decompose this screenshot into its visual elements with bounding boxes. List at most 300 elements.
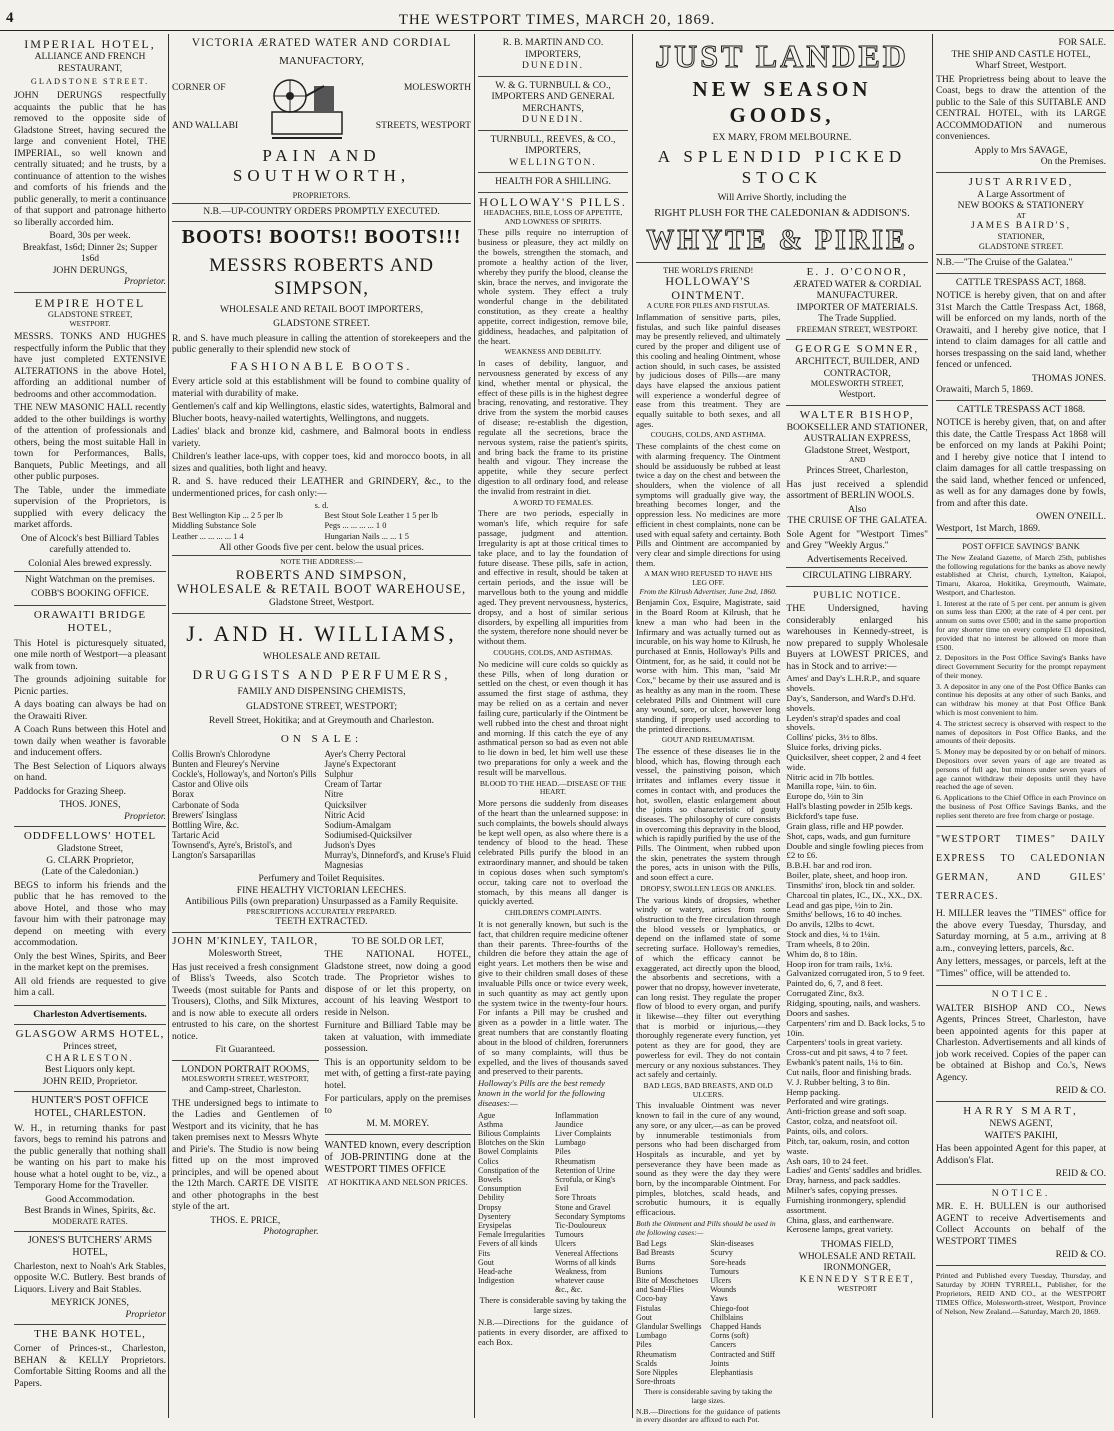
ad-prices: AT HOKITIKA AND NELSON PRICES. <box>327 1177 468 1187</box>
ad-body: This is an opportunity seldom to be met with, of getting a first-rate paying hotel. <box>324 1056 471 1091</box>
ad-address: WHOLESALE & RETAIL BOOT WAREHOUSE, <box>176 582 467 597</box>
ad-body: Paddocks for Grazing Sheep. <box>14 785 126 797</box>
case-item: Wounds <box>710 1285 737 1295</box>
ad-masonic: THE NEW MASONIC HALL recently added to the other buildings is worthy of the attention of professionals and others, being the most suitable Hall in town for Performances, Balls, Banquets, Public Meetings, and all other public purposes. <box>14 402 166 483</box>
disease-item: Weakness, from whatever cause <box>555 1266 607 1286</box>
ad-apply: Apply to Mrs SAVAGE, <box>974 144 1068 156</box>
sale-item: Sodium-Amalgam <box>324 819 391 830</box>
martin-importers-ad <box>478 34 628 77</box>
case-item: Elephantiasis <box>710 1367 753 1377</box>
ad-town: DUNEDIN. <box>521 114 585 125</box>
ad-subtitle: HEADACHES, BILE, LOSS OF APPETITE, AND LOWNESS OF SPIRITS. <box>483 208 623 226</box>
ad-others: All other Goods five per cent. below the usual prices. <box>219 541 424 553</box>
ad-body: JOHN DERUNGS respectfully acquaints the public that he has removed to the opposite side of Gladstone Street, having secured the large and convenient Hotel, THE IMPERIAL, so well known and centrally situated; and he trusts, by a continuance of attention to the wishes and comforts of his friends and the public generally, to merit a continuance of that support and patronage hitherto so liberally accorded him. <box>14 90 166 228</box>
stock-item: Pitch, tar, oakum, rosin, and cotton waste. <box>786 1135 910 1156</box>
ad-saving: There is considerable saving by taking the large sizes. <box>479 1295 627 1316</box>
ad-role: Proprietor. <box>123 810 166 822</box>
stock-item: Europe do, ½in to 3in <box>786 791 864 802</box>
ad-trade: WHOLESALE AND RETAIL IRONMONGER, <box>798 1250 916 1274</box>
williams-druggists-ad <box>172 614 471 933</box>
ad-prescriptions: PRESCRIPTIONS ACCURATELY PREPARED. <box>246 906 397 916</box>
stock-item: Furnishing ironmongery, splendid assortment. <box>786 1194 906 1215</box>
ad-body: Ladies' black and bronze kid, cashmere, and Balmoral boots in endless variety. <box>172 426 471 449</box>
ad-role: Proprietor. <box>123 276 166 288</box>
ad-title: TURNBULL, REEVES, & CO., <box>490 133 616 145</box>
ad-plush: RIGHT PLUSH FOR THE CALEDONIAN & ADDISON'S. <box>654 207 910 219</box>
job-printing-ad <box>325 1135 472 1192</box>
ad-role: PROPRIETORS. <box>292 190 351 200</box>
ad-street: GLADSTONE STREET. <box>978 241 1064 251</box>
disease-item: Inflammation <box>555 1110 599 1120</box>
stock-item: Kerosene lamps, great variety. <box>786 1224 894 1235</box>
case-item: Bite of Moschetoes and Sand-Flies <box>636 1276 699 1295</box>
roberts-simpson-boots-ad <box>172 222 471 614</box>
ad-subtitle: ÆRATED WATER & CORDIAL MANUFACTURER. <box>792 278 922 302</box>
ad-body: This invaluable Ointment was never known to fail in the cure of any wound, any sore, or any ulcer,—as can be proved by innumerable testimonials from persons who had been discharged from Hospitals as incurable, and yet by perseverance they have been made as sound as they were the day they were born, by the incomparable Ointment. For pimples, blotches, scald heads, and scrobutic humours, it is equally efficacious. <box>636 1100 781 1218</box>
ad-late: (Late of the Caledonian.) <box>41 866 139 878</box>
ad-title: BOOTS! BOOTS!! BOOTS!!! <box>181 226 462 249</box>
ad-subtitle: IMPORTERS AND GENERAL MERCHANTS, <box>491 91 615 114</box>
disease-item: &c., &c. <box>555 1285 583 1295</box>
ad-nb: N.B.—Directions for the guidance of patients in every disorder are affixed to each Pot. <box>636 1406 781 1425</box>
disease-item: Scrofula, or King's Evil <box>555 1175 616 1194</box>
ad-title: ORAWAITI BRIDGE HOTEL, <box>33 609 147 635</box>
ad-title: VICTORIA ÆRATED WATER AND CORDIAL <box>191 37 452 49</box>
stock-item: Galvanized corrugated iron, 5 to 9 feet. <box>786 968 925 979</box>
ad-firm: MESSRS ROBERTS AND SIMPSON, <box>209 255 434 300</box>
disease-item: Secondary Symptoms <box>555 1211 625 1221</box>
ad-body: NOTICE is hereby given, that on and after 31st March the Cattle Trespass Act, 1868, will be enforced on my lands, north of the Orawaiti, and I hereby give notice, that I intend to claim damages for all cattle and horses trespassing on the said land, whether fenced or unfenced. <box>936 290 1106 371</box>
ad-body: For particulars, apply on the premises to <box>324 1093 471 1116</box>
case-item: Bad Breasts <box>636 1248 675 1258</box>
ad-address: Gladstone Street, Westport, <box>804 444 910 456</box>
ad-price-head: s. d. <box>314 501 329 511</box>
sale-item: Carbonate of Soda <box>172 799 239 810</box>
ad-signature: REID & CO. <box>1055 1249 1106 1261</box>
sale-item: Bottling Wire, &c. <box>172 819 239 830</box>
stock-item: Do anvils, 12lbs to 4cwt. <box>786 919 875 930</box>
ad-library: CIRCULATING LIBRARY. <box>802 570 912 582</box>
ad-onsale: ON SALE: <box>280 732 363 745</box>
ad-town: CHARLESTON. <box>46 1052 134 1064</box>
ad-subtitle: WHOLESALE AND RETAIL BOOT IMPORTERS, <box>219 303 424 315</box>
ad-address: Wharf Street, Westport. <box>975 60 1067 71</box>
ad-address: FREEMAN STREET, WESTPORT. <box>796 324 918 334</box>
ad-title: NOTICE. <box>991 1187 1051 1199</box>
stock-item: Corrugated Zinc, 8x3. <box>786 988 865 999</box>
disease-item: Fits <box>478 1248 491 1258</box>
disease-item: Female Irregularities <box>478 1230 545 1240</box>
sale-item: Borax <box>172 789 194 800</box>
ad-body: R. and S. have reduced their LEATHER and GRINDERY, &c., to the undermentioned prices, for cash only:— <box>172 476 471 499</box>
ad-subtitle: ARCHITECT, BUILDER, AND CONTRACTOR, <box>794 356 920 379</box>
case-item: Tumours <box>710 1266 739 1276</box>
ad-and: AND <box>848 455 866 465</box>
page-number: 4 <box>6 10 14 26</box>
victoria-aerated-water-ad <box>172 34 471 222</box>
ad-body: The essence of these diseases lie in the blood, which has, flowing through each vessel, the painstiving poison, which irritates and inflames every tissue it comes in contact with, and produces the hot, swollen, elastic enlargement about the joints so characteristic of gouty diseases. The philosophy of cure consists in overcoming this depravity in the blood, which is rapidly purified by the use of the Pills. The Ointment, when rubbed upon the skin, penetrates the system through the pores, acts in unison with the Pills, and soon effect a cure. <box>636 746 781 883</box>
ad-title: ODDFELLOWS' HOTEL <box>23 830 157 843</box>
whyte-pirie-ad <box>636 34 928 263</box>
ad-body: Children's leather lace-ups, with copper toes, kid and morocco boots, in all sizes and qualities, both light and heavy. <box>172 451 471 474</box>
ad-body: WALTER BISHOP AND CO., News Agents, Princes Street, Charleston, have been appointed agents for this paper at Charleston. Advertisements and all kinds of job work received. Copies of the paper can be obtained at Bishop and Co.'s, News Agency. <box>936 1002 1106 1083</box>
ad-express: AUSTRALIAN EXPRESS, <box>803 433 911 445</box>
ad-books: NEW BOOKS & STATIONERY <box>957 200 1085 212</box>
ad-rule: 1. Interest at the rate of 5 per cent. per annum is given on sums less than £200; at the rate of 4 per cent. per annum on sums over £500; and in the same proportion for any shorter time on every complete £1 deposited, provided that no interest be allowed on more than £500. <box>936 598 1106 652</box>
holloways-pills-ad <box>478 193 628 1354</box>
ad-fit: Fit Guaranteed. <box>215 1044 276 1056</box>
disease-item: Erysipelas <box>478 1220 512 1230</box>
ad-fashion: FASHIONABLE BOOTS. <box>230 358 413 373</box>
ad-street: MOLESWORTH <box>403 82 471 94</box>
price-item: Hungarian Nails ... ... 1 5 <box>324 531 409 541</box>
disease-item: Worms of all kinds <box>555 1257 616 1267</box>
ad-firm: WHYTE & PIRIE. <box>646 225 918 257</box>
sale-item: Tartaric Acid <box>172 829 220 840</box>
price-item: Middling Substance Sole <box>172 521 257 531</box>
ad-nb: N.B.—Directions for the guidance of patients in every disorder, are affixed to each Box. <box>478 1317 628 1347</box>
case-item: Lumbago <box>636 1331 667 1341</box>
disease-item: Debility <box>478 1193 505 1203</box>
stock-item: Nitric acid in 7lb bottles. <box>786 771 875 782</box>
imprint <box>936 1266 1106 1323</box>
oddfellows-hotel-ad <box>14 827 166 1006</box>
ad-street: MOLESWORTH STREET, WESTPORT, <box>181 1074 309 1084</box>
ad-section-heading: A WORD TO FEMALES. <box>512 497 594 507</box>
ad-title: JUST LANDED <box>655 38 909 74</box>
stock-item: Lead and gas pipe, ½in to 2in. <box>786 899 893 910</box>
ad-role: STATIONER, <box>997 231 1045 241</box>
ad-signature: JOHN REID, Proprietor. <box>42 1075 138 1087</box>
ad-name: JAMES BAIRD'S, <box>970 220 1072 232</box>
ad-title: R. B. MARTIN AND CO. <box>502 37 604 48</box>
ad-body: It is not generally known, but such is the fact, that children require medicine oftener than their parents. Three-fourths of the children die before they attain the age of eight years. Let mothers then be wise and give to their children small doses of these invaluable Pills once or twice every week, in such quantity as may act gently upon the system twice in the twenty-four hours. For infants a Pill may be crushed and given as a powder in a little water. The great numbers that are constantly floating about in the blood of children, forerunners of so many complaints, will thus be expelled, and the lives of thousands saved and preserved to their parents. <box>478 918 628 1077</box>
ad-body: A days boating can always be had on the Orawaiti River. <box>14 699 166 722</box>
portrait-rooms-ad <box>172 1061 319 1242</box>
health-heading: HEALTH FOR A SHILLING. <box>478 173 628 193</box>
ad-title: THE BANK HOTEL, <box>34 1328 146 1341</box>
ad-signature: THOS. JONES, <box>59 799 121 811</box>
ad-table: The Table, under the immediate supervision of the Proprietors, is supplied with every delicacy the market affords. <box>14 484 166 531</box>
ad-body: These complaints of the chest come on with alarming frequency. The Ointment should be assiduously be rubbed at least twice a day on the chest and between the shoulders, when the violence of all symptoms will gradually give way, the breathing becomes longer, and the oppression less. No medicines are more efficient in chest complaints, none can be used with equal safety and certainty. Both Pills and Ointment are accompanied by very clear and simple directions for using them. <box>636 441 781 568</box>
ad-night: Night Watchman on the premises. <box>25 574 155 586</box>
ad-address: Princes Street, Charleston, <box>806 465 909 477</box>
ad-body: Has just received a splendid assortment of BERLIN WOOLS. <box>786 478 928 502</box>
ad-signature: THOMAS JONES. <box>1031 372 1106 384</box>
ad-goods: NEW SEASON GOODS, <box>692 77 872 127</box>
ad-body: Has been appointed Agent for this paper, at Addison's Flat. <box>936 1143 1106 1166</box>
ad-branches: Revell Street, Hokitika; and at Greymouth and Charleston. <box>208 715 435 727</box>
ad-role: Proprietor <box>125 1308 166 1320</box>
ad-body: Furniture and Billiard Table may be taken at valuation, with immediate possession. <box>324 1020 471 1055</box>
stock-item: Grain glass, rifle and HP powder. <box>786 820 904 831</box>
column-rule <box>632 34 633 1418</box>
ad-address: ROBERTS AND SIMPSON, <box>235 566 408 582</box>
ad-body: WANTED known, every description of JOB-PRINTING done at the WESTPORT TIMES OFFICE <box>324 1139 471 1175</box>
case-item: Cancers <box>710 1340 736 1350</box>
ad-body: A Coach Runs between this Hotel and town daily when weather is favorable and inducement offers. <box>14 724 166 759</box>
disease-item: Lumbago <box>555 1138 586 1148</box>
ad-title: W. & G. TURNBULL & CO., <box>495 79 611 91</box>
column-2 <box>172 34 471 1418</box>
ad-board: Board, 30s per week. <box>49 230 131 242</box>
disease-item: Tic-Douloureux <box>555 1220 607 1230</box>
case-item: Contracted and Stiff Joints <box>710 1349 775 1368</box>
case-item: Bad Legs <box>636 1239 667 1249</box>
ad-address: Gladstone Street, Westport. <box>268 597 375 609</box>
stock-item: Castor, colza, and neatsfoot oil. <box>786 1116 898 1127</box>
sale-item: Collis Brown's Chlorodyne <box>172 749 271 760</box>
ad-rule: 3. A depositor in any one of the Post Office Banks can continue his deposits at any other of such Banks, and can withdraw his money at that Post Office Bank which is most convenient to him. <box>936 681 1106 718</box>
case-item: Burns <box>636 1257 656 1267</box>
sale-item: Murray's, Dinneford's, and Kruse's Fluid Magnesias <box>324 849 471 870</box>
sale-item: Castor and Olive oils <box>172 779 249 790</box>
stock-item: Tram wheels, 8 to 20in. <box>786 938 870 949</box>
ad-subtitle: BOOKSELLER AND STATIONER, <box>786 421 928 433</box>
case-item: Rheumatism <box>636 1349 677 1359</box>
ad-body: H. MILLER leaves the "TIMES" office for the above every Tuesday, Thursday, and Saturday morning, at 5 a.m., arriving at 8 a.m., conveying letters, parcels, &c. <box>936 908 1106 954</box>
case-item: Piles <box>636 1340 652 1350</box>
ad-signature: M. M. MOREY. <box>366 1118 429 1130</box>
case-item: Chilblains <box>710 1312 744 1322</box>
ad-street: GLADSTONE STREET. <box>30 77 150 87</box>
ad-address: KENNEDY STREET, <box>799 1273 915 1285</box>
stock-item: Collins' picks, 3½ to 8lbs. <box>786 732 878 743</box>
ad-street: AND WALLABI <box>172 119 239 131</box>
stock-item: Boiler, plate, sheet, and hoop iron. <box>786 870 908 881</box>
ad-address: MOLESWORTH STREET, <box>810 379 904 389</box>
ad-stock: A SPLENDID PICKED STOCK <box>657 147 907 187</box>
cases-list <box>636 1239 780 1386</box>
stock-item: Manilla rope, ¼in. to 6in. <box>786 781 877 792</box>
stock-item: Tinsmiths' iron, block tin and solder. <box>786 879 915 890</box>
sale-item: Sodiumised-Quicksilver <box>324 829 412 840</box>
bishop-agents-notice <box>936 986 1106 1102</box>
disease-item: Retention of Urine <box>555 1165 615 1175</box>
bullen-agent-notice <box>936 1185 1106 1266</box>
stock-item: Carpenters' rim and D. Back locks, 5 to 10in. <box>786 1017 926 1038</box>
ad-body: Gentlemen's calf and kip Wellingtons, elastic sides, watertights, Balmoral and Blucher boots, heavy-nailed watertights, Wellingtons, and nuggets. <box>172 401 471 424</box>
disease-list <box>478 1111 628 1295</box>
ad-town: WELLINGTON. <box>509 156 597 168</box>
ad-trade: DRUGGISTS AND PERFUMERS, <box>192 666 451 682</box>
masthead <box>0 0 1114 31</box>
case-item: Yaws <box>710 1294 728 1304</box>
case-item: Bunions <box>636 1266 663 1276</box>
ad-signature: MEYRICK JONES, <box>51 1297 129 1309</box>
ad-body: The grounds adjoining suitable for Picnic parties. <box>14 674 166 697</box>
disease-item: Blotches on the Skin <box>478 1138 545 1148</box>
ad-trade: The Trade Supplied. <box>818 313 897 325</box>
stock-item: Ames' and Day's L.H.R.P., and square shovels. <box>786 673 921 694</box>
disease-item: Ulcers <box>555 1239 576 1249</box>
ad-title: TO BE SOLD OR LET, <box>351 935 444 947</box>
stock-item: China, glass, and earthenware. <box>786 1214 894 1225</box>
orawaiti-hotel-ad <box>14 606 166 827</box>
ship-castle-sale-ad <box>936 34 1106 173</box>
ad-body: Charleston, next to Noah's Ark Stables, opposite W.C. Butlery. Best brands of Liquors. Livery and Bait Stables. <box>14 1260 166 1295</box>
stock-item: Ridging, spouting, nails, and washers. <box>786 998 921 1009</box>
ad-body: More persons die suddenly from diseases of the heart than the unlearned suppose: in such complaints, the bowels should always be kept well open, as also where there is a tendency of blood to the head. These celebrated Pills purify the blood in an extraordinary manner, and should be taken in copious doses when such symptom's occur, taking care not to overload the stomach, by this means all danger is quickly averted. <box>478 798 628 907</box>
ad-date: Orawaiti, March 5, 1869. <box>936 384 1033 396</box>
ad-body: MESSRS. TONKS AND HUGHES respectfully inform the Public that they have just completed EXTENSIVE ALTERATIONS in the above Hotel, affording an additional number of bedrooms and other accommodation. <box>14 331 166 400</box>
imperial-hotel-ad <box>14 34 166 293</box>
disease-item: Dropsy <box>478 1202 502 1212</box>
ad-teeth: TEETH EXTRACTED. <box>275 916 368 928</box>
stock-item: Painted do, 6, 7, and 8 feet. <box>786 978 883 989</box>
stock-item: Quicksilver, sheet copper, 2 and 4 feet wide. <box>786 751 922 772</box>
ad-street: STREETS, WESTPORT <box>375 119 471 131</box>
stock-item: Anti-friction grease and soft soap. <box>786 1106 907 1117</box>
col4-body <box>636 263 928 1431</box>
ad-signature: REID & CO. <box>1055 1085 1106 1097</box>
ad-body: BEGS to inform his friends and the public that he has removed to the above Hotel, and those who may favour him with their patronage may depend on meeting with every accommodation. <box>14 879 166 949</box>
sale-item: Judson's Dyes <box>324 839 376 850</box>
imprint-text: Printed and Published every Tuesday, Thursday, and Saturday by JOHN TYRRELL, Publisher, for the Proprietors, REID AND CO., at the WESTPORT TIMES Office, Molesworth-street, Westport, Province of Nelson, New Zealand.—Saturday, March 20, 1869. <box>936 1270 1106 1317</box>
disease-item: Jaundice <box>555 1119 583 1129</box>
disease-item: Bowel Complaints <box>478 1147 538 1157</box>
ad-section-heading: DROPSY, SWOLLEN LEGS OR ANKLES. <box>640 883 777 893</box>
ad-title: POST OFFICE SAVINGS' BANK <box>962 541 1080 552</box>
ad-signature: THOMAS FIELD, <box>820 1239 894 1251</box>
stock-item: Ewbank's patent nails, 1¼ to 6in. <box>786 1057 903 1068</box>
ad-street: Gladstone Street, <box>56 843 124 855</box>
ad-body: Inflammation of sensitive parts, piles, fistulas, and such like painful diseases may be presently relieved, and ultimately cured by the proper and diligent use of this cooling and healing Ointment, whose action should, in such cases, be assisted by judicious doses of Pills—are many days have elapsed the anxious patient will experience a wonderful degree of ease from this treatment. They are equally suitable to both sexes, and all ages. <box>636 312 781 429</box>
ad-friend: THE WORLD'S FRIEND! <box>663 265 754 275</box>
ad-subtitle: IMPORTERS, <box>525 48 581 60</box>
bottom-ads-row <box>172 933 471 1242</box>
ad-body: Corner of Princes-st., Charleston, BEHAN & KELLY Proprietors. Comfortable Sitting Rooms and all the Papers. <box>14 1343 166 1389</box>
case-item: Sore Nipples <box>636 1367 678 1377</box>
bishop-bookseller-ad <box>786 406 928 587</box>
disease-item: Colics <box>478 1156 499 1166</box>
ad-cruise: THE CRUISE OF THE GALATEA. <box>787 515 928 527</box>
ad-title: JOHN M'KINLEY, TAILOR, <box>172 935 319 947</box>
hunters-hotel-ad <box>14 1092 166 1231</box>
stock-item: Cross-cut and pit saws, 4 to 7 feet. <box>786 1047 908 1058</box>
sale-item: Cream of Tartar <box>324 779 382 790</box>
ad-title: HARRY SMART, <box>963 1104 1079 1117</box>
ad-title: THE SHIP AND CASTLE HOTEL, <box>951 48 1091 60</box>
ad-section-heading: COUGHS, COLDS, AND ASTHMAS. <box>493 648 613 658</box>
price-item: Best Wellington Kip ... 2 5 per lb <box>172 511 283 521</box>
price-item: Best Stout Sole Leather 1 5 per lb <box>324 511 438 521</box>
ad-pills: Antibilious Pills (own preparation) Unsurpassed as a Family Requisite. <box>184 896 459 908</box>
stock-item: V. J. Rubber belting, 3 to 8in. <box>786 1076 890 1087</box>
stock-item: Whim do, 8 to 18in. <box>786 948 858 959</box>
ad-town: WAITE'S PAKIHI, <box>984 1129 1058 1141</box>
sale-item: Nitre <box>324 789 343 800</box>
stock-item: Leyden's strap'd spades and coal shovels. <box>786 712 901 733</box>
ad-street: Molesworth Street, <box>208 948 283 960</box>
ad-body: Has just received a fresh consignment of Bliss's Tweeds, also Scotch Tweeds (most suitable for Pants and Trousers), Cloths, and Silk Mixtures, and is now able to execute all orders entrusted to his care, on the shortest notice. <box>172 961 319 1042</box>
disease-item: Consumption <box>478 1184 522 1194</box>
ad-body: THE undersigned begs to intimate to the Ladies and Gentlemen of Westport and its vicinity, that he has taken premises next to Messrs Whyte and Pirie's. The Studio is now being fitted up on the most improved principles, and will be opened about the 12th March. CARTE DE VISITE and other photographs in the best style of the art. <box>172 1097 319 1213</box>
ad-remedy: Holloway's Pills are the best remedy known in the world for the following diseases:— <box>478 1078 605 1108</box>
ad-title: J. AND H. WILLIAMS, <box>186 620 457 646</box>
ad-body: Every article sold at this establishment will be found to combine quality of material with durability of make. <box>172 376 471 399</box>
ad-meals: Breakfast, 1s6d; Dinner 2s; Supper 1s6d <box>22 241 158 265</box>
ad-title: IMPERIAL HOTEL, <box>24 37 156 51</box>
disease-item: Indigestion <box>478 1276 514 1286</box>
stock-item: Cut nails, floor and finishing brads. <box>786 1066 912 1077</box>
stock-item: Dray, harness, and pack saddles. <box>786 1175 901 1186</box>
price-item: Pegs ... ... ... ... 1 0 <box>324 521 387 531</box>
disease-item: Piles <box>555 1147 571 1157</box>
masthead-title: THE WESTPORT TIMES, MARCH 20, 1869. <box>398 12 716 28</box>
disease-item: Bilious Complaints <box>478 1129 541 1139</box>
charleston-heading: Charleston Advertisements. <box>14 1006 166 1026</box>
national-hotel-ad <box>325 933 472 1135</box>
price-item: Leather ... ... ... ... 1 4 <box>172 531 244 541</box>
ad-body: In cases of debility, languor, and nervousness generated by excess of any kind, whether mental or physical, the effect of these pills is in the highest degree bracing, renovating, and restorative. They drive from the system the morbid causes of disease; re-establish the digestion, regulate all the secretions, brace the nervous system, raise the patient's spirits, and bring back the frame to its pristine health and vigour. They increase the appetite, while they secure perfect digestion to all ordinary food, and release the invalid from restraint in diet. <box>478 358 628 496</box>
ad-perfume: Perfumery and Toilet Requisites. <box>258 873 385 885</box>
ad-street: GLADSTONE STREET, WESTPORT; <box>245 700 398 712</box>
field-ironmonger-ad <box>786 587 928 1298</box>
ad-rule: 4. The strictest secrecy is observed with respect to the names of depositors in Post Office Banks, and the amounts of their deposits. <box>936 718 1106 746</box>
sale-item: Nitric Acid <box>324 809 365 820</box>
ad-section-heading: A CURE FOR PILES AND FISTULAS. <box>646 301 770 311</box>
machine-engraving-icon <box>262 72 352 142</box>
ad-rates: MODERATE RATES. <box>52 1216 128 1226</box>
smart-agent-notice <box>936 1102 1106 1185</box>
stock-item: Bickford's tape fuse. <box>786 810 859 821</box>
ad-billiard: One of Alcock's best Billiard Tables carefully attended to. <box>20 532 160 556</box>
ad-ship: EX MARY, FROM MELBOURNE. <box>712 131 852 143</box>
ad-subtitle: ALLIANCE AND FRENCH RESTAURANT, <box>34 51 146 74</box>
disease-item: Stone and Gravel <box>555 1202 611 1212</box>
ad-signature: OWEN O'NEILL. <box>1036 511 1106 523</box>
sale-item: Cockle's, Holloway's, and Norton's Pills <box>172 769 317 780</box>
stock-item: Doors and sashes. <box>786 1007 850 1018</box>
ad-section-heading: GOUT AND RHEUMATISM. <box>661 735 755 745</box>
column-rule <box>932 34 933 1418</box>
column-rule <box>168 34 169 1418</box>
stock-item: Stock and dies, ¼ to 1¼in. <box>786 929 881 940</box>
ad-body: The Best Selection of Liquors always on hand. <box>14 760 166 784</box>
column-3 <box>478 34 628 1418</box>
ad-body: THE NATIONAL HOTEL, Gladstone street, now doing a good trade. The Proprietor wishes to dispose of or let this property, on account of his leaving Westport to reside in Nelson. <box>324 949 471 1018</box>
ad-imp: IMPORTER OF MATERIALS. <box>796 301 918 313</box>
ad-at: AT <box>1016 210 1026 220</box>
ad-ales: Colonial Ales brewed expressly. <box>28 557 152 569</box>
ad-title: HOLLOWAY'S PILLS. <box>479 194 627 209</box>
stock-item: Milner's safes, copying presses. <box>786 1185 898 1196</box>
ad-note: NOTE THE ADDRESS:— <box>280 557 363 567</box>
stock-item: Carpenters' tools in great variety. <box>786 1037 903 1048</box>
ad-saving: There is considerable saving by taking the large sizes. <box>644 1387 773 1405</box>
ad-arrive: Will Arrive Shortly, including the <box>717 192 847 204</box>
disease-item: Liver Complaints <box>555 1129 612 1139</box>
ad-good: Good Accommodation. <box>45 1193 135 1205</box>
ad-ads: Advertisements Received. <box>806 553 908 565</box>
trespass-jones-ad <box>936 274 1106 401</box>
oconor-ad <box>786 263 928 340</box>
ad-body: These pills require no interruption of business or pleasure, they act mildly on the bowels, strengthen the stomach, and promote a healthy action of the liver, whereby they purify the blood, cleanse the skin, brace the nerves, and invigorate the whole system. They effect a truly wonderful change in the debilitated constitution, as they create a healthy appetite, correct indigestion, remove bile, giddiness, headaches, and palpitation of the heart. <box>478 227 628 346</box>
ad-rule: 5. Money may be deposited by or on behalf of minors. Depositors over seven years of age are treated as persons of full age, but minors under seven years of age cannot withdraw their deposits until they have reached the age of seven. <box>936 747 1106 792</box>
ad-title: GEORGE SOMNER, <box>795 343 920 355</box>
ad-head: PUBLIC NOTICE. <box>813 589 902 601</box>
ad-title: HOLLOWAY'S OINTMENT. <box>665 274 752 302</box>
disease-item: Tumours <box>555 1230 584 1240</box>
ad-town: WESTPORT <box>837 1284 878 1294</box>
stock-item: Sluice forks, driving picks. <box>786 742 882 753</box>
disease-item: Head-ache <box>478 1266 513 1276</box>
ad-section-heading: BAD LEGS, BAD BREASTS, AND OLD ULCERS. <box>643 1080 773 1099</box>
stock-item: Paints, oils, and colors. <box>786 1125 869 1136</box>
ad-role: NEWS AGENT, <box>989 1118 1053 1130</box>
stock-item: Double and single fowling pieces from £2 to £6. <box>786 840 924 861</box>
